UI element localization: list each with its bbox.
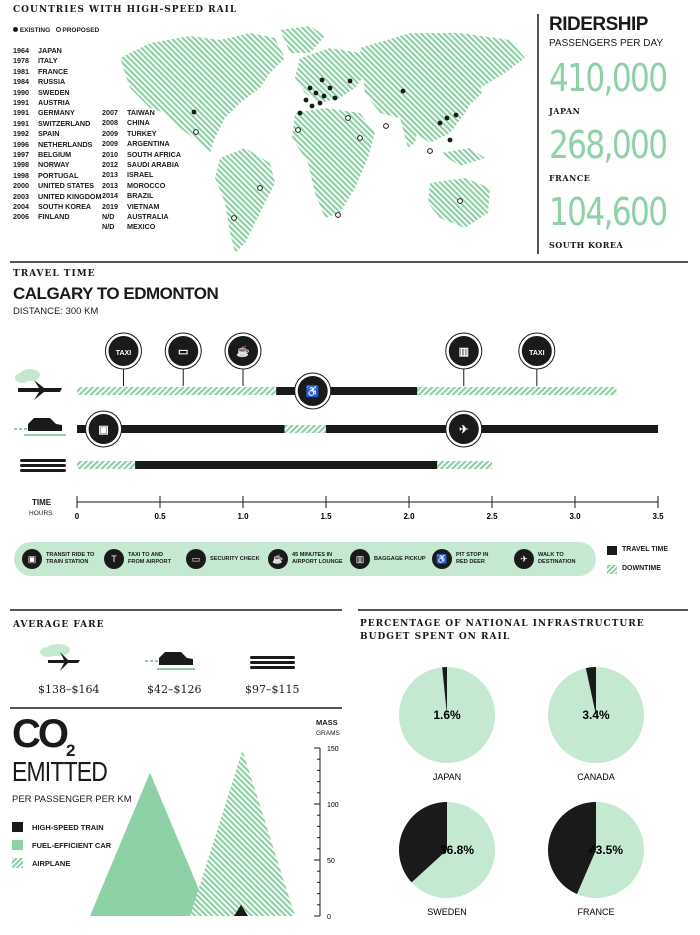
legend-travel: TRAVEL TIME <box>622 546 669 553</box>
hsr-country: SOUTH AFRICA <box>127 149 182 159</box>
hsr-year: 2000 <box>13 181 29 191</box>
divider-vertical <box>537 14 539 254</box>
co2-title-main: CO <box>12 712 66 756</box>
coffee-icon <box>225 333 261 369</box>
co2-triangle <box>90 773 210 916</box>
taxi-icon <box>105 333 141 369</box>
pie-country-label: FRANCE <box>577 907 615 917</box>
time-tick-label: 3.0 <box>569 512 581 521</box>
hsr-country: CHINA <box>127 118 150 128</box>
hsr-list-item <box>13 129 59 139</box>
hsr-country: BELGIUM <box>38 150 72 159</box>
co2-tick-label: 0 <box>327 914 331 921</box>
hsr-year: 2014 <box>102 191 118 201</box>
hsr-list-item <box>13 192 102 202</box>
co2-legend-label: HIGH-SPEED TRAIN <box>32 822 104 832</box>
hsr-country: SPAIN <box>38 129 60 139</box>
scanner-icon: ▭ <box>186 549 206 569</box>
hsr-country: ARGENTINA <box>127 139 170 149</box>
co2-triangle <box>190 750 295 916</box>
hsr-list-item <box>13 119 90 129</box>
bus-icon: ▣ <box>22 549 42 569</box>
hsr-title: COUNTRIES WITH HIGH-SPEED RAIL <box>13 5 238 15</box>
ridership-country: JAPAN <box>549 106 581 116</box>
key-label: FROM AIRPORT <box>128 559 171 565</box>
hsr-year: 2003 <box>13 191 29 201</box>
key-label: TAXI TO AND <box>128 552 164 558</box>
walk-icon: ✈ <box>514 549 534 569</box>
hsr-country: VIETNAM <box>127 201 160 211</box>
hsr-country: MOROCCO <box>127 180 166 190</box>
hsr-country: SAUDI ARABIA <box>127 160 180 169</box>
svg-text:▣: ▣ <box>98 424 109 436</box>
hsr-country: MEXICO <box>127 222 156 232</box>
hsr-country: TAIWAN <box>127 108 155 117</box>
axis-unit: HOURS <box>29 510 53 517</box>
co2-legend-swatch <box>12 840 23 850</box>
legend-down-swatch <box>607 565 617 574</box>
travel-time-chart <box>0 320 700 530</box>
hsr-country: PORTUGAL <box>38 170 79 180</box>
walk-icon <box>446 411 482 447</box>
car-icon <box>14 418 66 436</box>
key-item <box>186 549 268 569</box>
train-icon <box>250 656 295 669</box>
airplane-icon <box>40 644 80 671</box>
proposed-dot-icon <box>56 27 61 32</box>
time-tick-label: 1.0 <box>237 512 249 521</box>
key-label: AIRPORT LOUNGE <box>292 559 343 565</box>
budget-pies <box>350 650 690 935</box>
hsr-year: 2004 <box>13 202 29 211</box>
existing-dot-icon <box>13 27 18 32</box>
section-rule-left <box>10 609 342 611</box>
hsr-list-item <box>13 56 58 66</box>
map-legend <box>13 27 99 34</box>
section-rule-right <box>358 609 688 611</box>
train-travel-bar <box>135 461 437 469</box>
hsr-year: 2012 <box>102 160 118 169</box>
hsr-list-item <box>13 212 70 222</box>
budget-title-1: PERCENTAGE OF NATIONAL INFRASTRUCTURE <box>360 619 645 629</box>
toilet-icon: ♿ <box>432 549 452 569</box>
coffee-icon: ☕ <box>268 549 288 569</box>
key-label: DESTINATION <box>538 559 576 565</box>
hsr-list-item <box>13 181 94 191</box>
travel-title: CALGARY TO EDMONTON <box>13 284 219 303</box>
hsr-year: N/D <box>102 222 115 232</box>
key-label: 45 MINUTES IN <box>292 552 333 558</box>
hsr-country: ISRAEL <box>127 170 154 180</box>
hsr-year: 1992 <box>13 129 29 139</box>
section-rule-co2 <box>10 707 342 709</box>
hsr-year: 1991 <box>13 118 29 128</box>
hsr-year: 1964 <box>13 46 29 55</box>
hsr-list-item <box>13 108 75 118</box>
pie-value-label: 3.4% <box>582 708 610 722</box>
hsr-country: GERMANY <box>38 108 75 118</box>
svg-text:TAXI: TAXI <box>115 350 132 357</box>
key-item <box>350 549 432 569</box>
fare-car: $42–$126 <box>147 683 202 696</box>
co2-title-sub: 2 <box>66 741 73 760</box>
fare-train: $97–$115 <box>245 683 300 696</box>
hsr-country: RUSSIA <box>38 77 66 87</box>
key-item <box>432 549 514 569</box>
svg-text:▭: ▭ <box>178 346 189 358</box>
hsr-country: TURKEY <box>127 128 157 138</box>
hsr-list-item <box>13 171 78 181</box>
taxi-icon: T <box>104 549 124 569</box>
co2-legend-label: AIRPLANE <box>32 858 71 868</box>
co2-axis-unit: GRAMS <box>316 730 340 737</box>
budget-title-2: BUDGET SPENT ON RAIL <box>360 632 511 642</box>
hsr-country: UNITED STATES <box>38 181 95 191</box>
hsr-year: 1978 <box>13 56 29 66</box>
svg-text:TAXI: TAXI <box>529 350 545 357</box>
hsr-year: 1996 <box>13 139 29 149</box>
hsr-list-item <box>13 140 92 150</box>
hsr-list-item <box>13 67 68 77</box>
hsr-year: 1997 <box>13 150 29 159</box>
hsr-year: 2007 <box>102 108 118 117</box>
hsr-country: BRAZIL <box>127 191 154 201</box>
ridership-value: 104,600 <box>549 190 667 234</box>
key-label: RED DEER <box>456 559 485 565</box>
hsr-list-item <box>13 88 70 98</box>
ridership-subtitle: PASSENGERS PER DAY <box>549 38 664 49</box>
hsr-year: 2010 <box>102 149 118 159</box>
co2-subtitle: PER PASSENGER PER KM <box>12 794 132 805</box>
time-tick-label: 1.5 <box>320 512 332 521</box>
hsr-country: JAPAN <box>38 46 62 55</box>
travel-section: TRAVEL TIME <box>13 269 96 279</box>
hsr-year: N/D <box>102 212 115 221</box>
key-item <box>268 549 350 569</box>
hsr-list-item <box>13 202 91 212</box>
axis-title: TIME <box>32 498 52 507</box>
ridership-country: SOUTH KOREA <box>549 240 624 250</box>
key-label: PIT STOP IN <box>456 552 489 558</box>
co2-tick-label: 150 <box>327 746 339 753</box>
hsr-year: 2006 <box>13 212 29 222</box>
airplane-icon <box>15 369 62 400</box>
toilet-icon <box>295 373 331 409</box>
pie-value-label: 36.8% <box>439 843 475 857</box>
hsr-year: 1991 <box>13 108 29 118</box>
pie-value-label: 1.6% <box>433 708 461 722</box>
airplane-downtime-bar <box>77 387 276 395</box>
co2-axis-title: MASS <box>316 718 338 727</box>
ridership-title: RIDERSHIP <box>549 14 648 35</box>
hsr-list-item <box>13 98 70 108</box>
fare-title: AVERAGE FARE <box>13 620 105 630</box>
svg-text:☕: ☕ <box>236 346 250 358</box>
co2-tick-label: 100 <box>327 802 339 809</box>
world-map <box>110 18 530 258</box>
fare-icons <box>30 638 330 678</box>
legend-existing: EXISTING <box>19 27 51 34</box>
hsr-year: 1984 <box>13 77 29 87</box>
hsr-country: AUSTRIA <box>38 98 70 107</box>
co2-title-line2: EMITTED <box>12 756 108 787</box>
hsr-year: 2009 <box>102 128 118 138</box>
legend-proposed: PROPOSED <box>62 27 100 34</box>
key-item <box>514 549 596 569</box>
hsr-list-item <box>13 160 70 170</box>
icon-key <box>14 542 596 576</box>
hsr-country: SOUTH KOREA <box>38 202 92 211</box>
key-item <box>104 549 186 569</box>
hsr-country: NETHERLANDS <box>38 139 93 149</box>
co2-chart <box>80 740 370 925</box>
hsr-year: 1998 <box>13 160 29 170</box>
fare-airplane: $138–$164 <box>38 683 100 696</box>
co2-legend-swatch <box>12 858 23 868</box>
key-label: TRAIN STATION <box>46 559 89 565</box>
pie-value-label: 43.5% <box>588 843 624 857</box>
svg-text:▥: ▥ <box>458 346 469 358</box>
car-travel-bar <box>326 425 658 433</box>
time-tick-label: 0.5 <box>154 512 166 521</box>
airplane-downtime-bar <box>417 387 616 395</box>
train-downtime-bar <box>437 461 492 469</box>
hsr-year: 2019 <box>102 201 118 211</box>
car-downtime-bar <box>285 425 327 433</box>
key-label: SECURITY CHECK <box>210 555 260 562</box>
co2-legend-label: FUEL-EFFICIENT CAR <box>32 840 112 850</box>
hsr-year: 2009 <box>102 139 118 149</box>
hsr-list-item <box>13 46 62 56</box>
hsr-list-item <box>13 150 71 160</box>
key-item <box>22 549 104 569</box>
hsr-year: 1990 <box>13 87 29 97</box>
luggage-icon <box>446 333 482 369</box>
ridership-country: FRANCE <box>549 173 591 183</box>
ridership-value: 268,000 <box>549 123 667 167</box>
time-tick-label: 2.5 <box>486 512 498 521</box>
hsr-year: 1981 <box>13 66 29 76</box>
ridership-value: 410,000 <box>549 56 667 100</box>
co2-tick-label: 50 <box>327 858 335 865</box>
hsr-year: 1998 <box>13 170 29 180</box>
hsr-country: SWITZERLAND <box>38 118 91 128</box>
hsr-year: 2008 <box>102 118 118 128</box>
legend-travel-swatch <box>607 546 617 555</box>
hsr-country: SWEDEN <box>38 87 70 97</box>
hsr-country: FRANCE <box>38 66 68 76</box>
hsr-year: 2013 <box>102 170 118 180</box>
key-label: BAGGAGE PICKUP <box>374 555 426 562</box>
travel-distance: DISTANCE: 300 KM <box>13 306 99 317</box>
train-downtime-bar <box>77 461 135 469</box>
hsr-country: UNITED KINGDOM <box>38 191 102 201</box>
luggage-icon: ▥ <box>350 549 370 569</box>
legend-down: DOWNTIME <box>622 565 661 572</box>
bus-icon <box>86 411 122 447</box>
hsr-list-item <box>13 77 65 87</box>
time-tick-label: 0 <box>74 512 80 521</box>
hsr-year: 2013 <box>102 180 118 190</box>
taxi-icon <box>519 333 555 369</box>
hsr-country: NORWAY <box>38 160 70 170</box>
time-tick-label: 2.0 <box>403 512 415 521</box>
time-tick-label: 3.5 <box>652 512 664 521</box>
car-icon <box>145 652 195 670</box>
train-icon <box>20 459 66 472</box>
hsr-country: AUSTRALIA <box>127 212 169 221</box>
pie-country-label: SWEDEN <box>427 907 467 917</box>
key-label: TRANSIT RIDE TO <box>46 552 95 558</box>
svg-text:✈: ✈ <box>459 424 469 436</box>
key-label: WALK TO <box>538 552 564 558</box>
pie-country-label: CANADA <box>577 772 615 782</box>
section-rule <box>10 261 688 263</box>
hsr-year: 1991 <box>13 98 29 107</box>
hsr-country: ITALY <box>38 56 58 66</box>
hsr-country: FINLAND <box>38 212 70 222</box>
pie-country-label: JAPAN <box>432 772 462 782</box>
co2-legend-swatch <box>12 822 23 832</box>
svg-text:♿: ♿ <box>305 386 320 398</box>
scanner-icon <box>165 333 201 369</box>
